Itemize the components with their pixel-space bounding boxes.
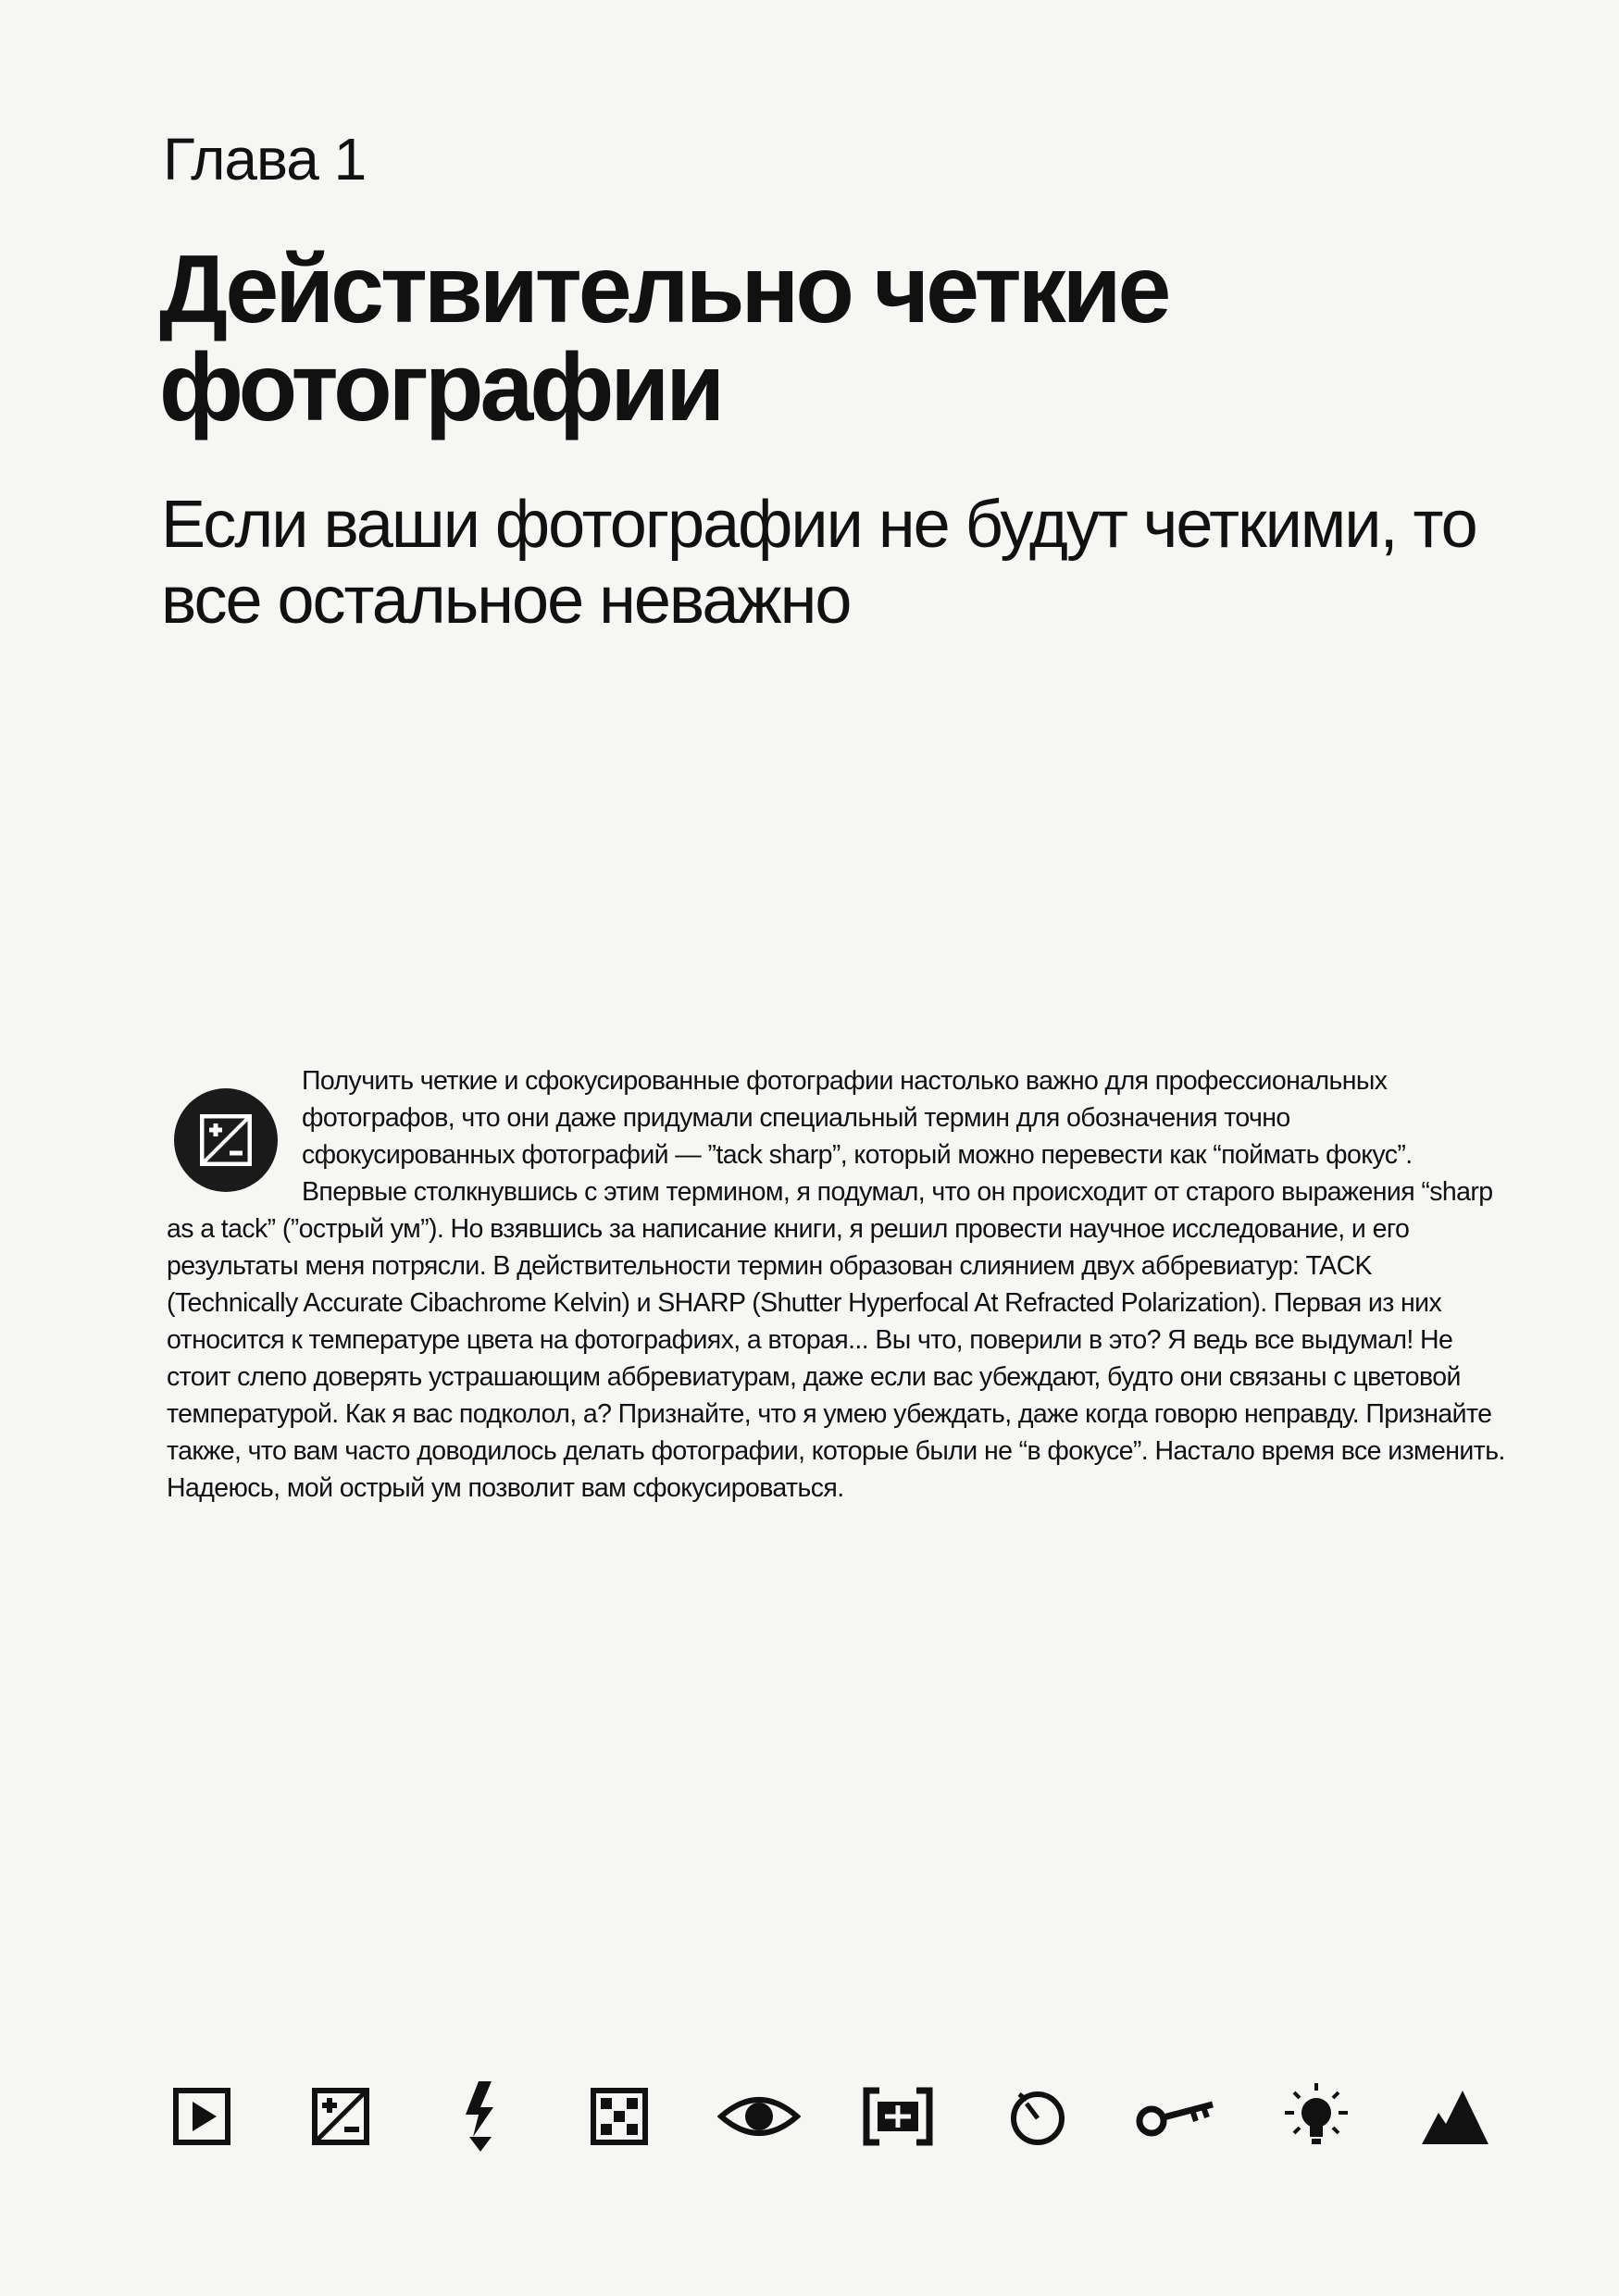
play-icon: [157, 2072, 246, 2161]
exposure-compensation-icon: [174, 1088, 278, 1192]
chapter-title: Действительно четкие фотографии: [159, 236, 1168, 441]
timer-icon: [993, 2072, 1082, 2161]
exposure-compensation-icon: [296, 2072, 385, 2161]
flash-icon: [436, 2072, 525, 2161]
key-icon: [1132, 2072, 1221, 2161]
focus-bracket-icon: [853, 2072, 942, 2161]
light-bulb-icon: [1272, 2072, 1361, 2161]
eye-icon: [715, 2072, 803, 2161]
chapter-subtitle: Если ваши фотографии не будут четкими, то все остальное неважно: [161, 488, 1476, 638]
intro-section: [167, 1062, 1509, 1507]
intro-paragraph: Получить четкие и сфокусированные фотографии настолько важно для профессиональных фотографов, что они даже придумали специальный термин для обозначения точно сфокусированных фотографий — ”tack sharp”, который можно перевести как “поймать фокус”. Впервые столкнувшись с этим термином, я подумал, что он происходит от старого выражения “sharp as a tack” (”острый ум”). Но взявшись за написание книги, я решил провести научное исследование, и его результаты меня потрясли. В действительности термин образован слиянием двух аббревиатур: TACK (Technically Accurate Cibachrome Kelvin) и SHARP (Shutter Hyperfocal At Refracted Polarization). Первая из них относится к температуре цвета на фотографиях, а вторая... Вы что, поверили в это? Я ведь все выдумал! Не стоит слепо доверять устрашающим аббревиатурам, даже если вас убеждают, будто они связаны с цветовой температурой. Как я вас подколол, а? Признайте, что я умею убеждать, даже когда говорю неправду. Признайте также, что вам часто доводилось делать фотографии, которые были не “в фокусе”. Настало время все изменить. Надеюсь, мой острый ум позволит вам сфокусироваться.: [167, 1066, 1505, 1503]
icon-strip: [157, 2066, 1500, 2167]
chapter-label: Глава 1: [163, 126, 367, 192]
mountains-icon: [1411, 2072, 1500, 2161]
metering-pattern-icon: [575, 2072, 664, 2161]
